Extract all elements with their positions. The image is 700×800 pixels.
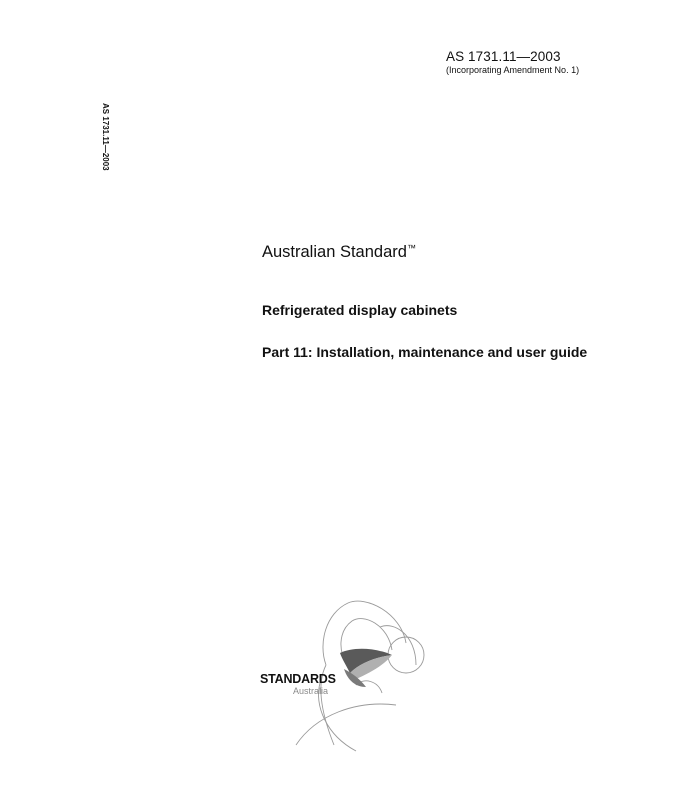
standard-series xyxy=(262,243,416,262)
part-title: Part 11: Installation, maintenance and user guide xyxy=(262,344,588,360)
amendment-note: (Incorporating Amendment No. 1) xyxy=(446,65,580,75)
document-title: Refrigerated display cabinets xyxy=(262,302,458,318)
spine-document-number: AS 1731.11—2003 xyxy=(101,103,110,171)
document-number: AS 1731.11—2003 xyxy=(446,49,561,64)
standard-series-label: Australian Standard xyxy=(262,243,407,261)
logo-subtitle: Australia xyxy=(293,686,329,696)
standards-australia-logo xyxy=(256,595,426,755)
trademark-mark: ™ xyxy=(406,243,416,253)
logo-wordmark: STANDARDS xyxy=(260,672,336,686)
